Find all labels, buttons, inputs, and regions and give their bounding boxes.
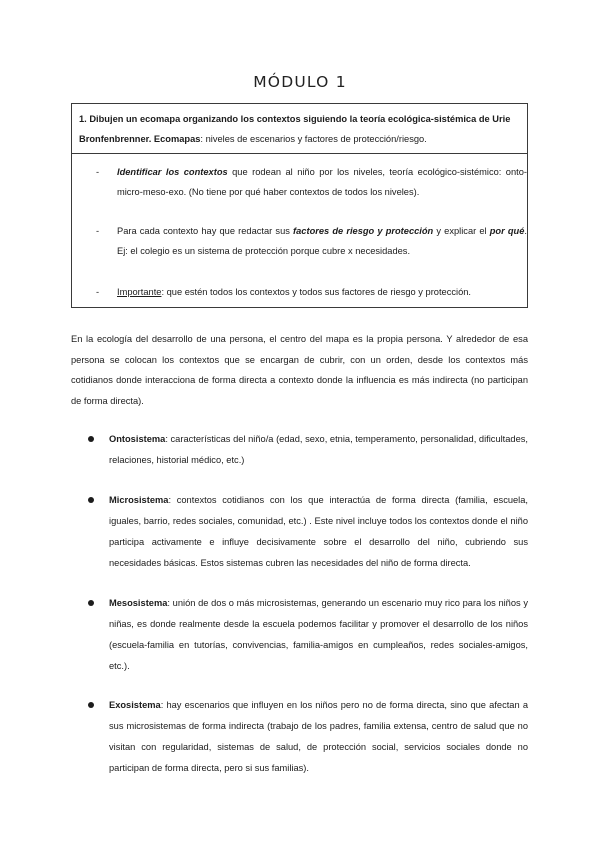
dash-marker: -	[96, 226, 100, 236]
system-item-microsistema	[71, 490, 528, 574]
task-emphasis: por qué	[489, 226, 525, 236]
task-emphasis: factores de riesgo y protección	[293, 226, 434, 236]
page-title: MÓDULO 1	[253, 73, 347, 91]
system-name: Microsistema	[109, 495, 169, 505]
task-item-factors	[79, 221, 527, 261]
task-item-identify	[79, 162, 527, 202]
system-description: : unión de dos o más microsistemas, generando un escenario muy rico para los niños y niñas, es donde realmente desde la escuela podemos facilitar y promover el desarrollo de los niños (escuela-familia en tutorías, convivencias, familia-amigos en cumpleaños, redes sociales-amigos, etc.).	[109, 598, 528, 671]
task-emphasis: Identificar los contextos	[117, 167, 228, 177]
task-underline: Importante	[117, 287, 162, 297]
bullet-dot	[88, 497, 94, 503]
bullet-dot	[88, 702, 94, 708]
task-text: que rodean al niño por los niveles, teoría ecológico-sistémico: onto-micro-meso-exo. (No tiene por qué haber contextos de todos los niveles).	[117, 167, 527, 197]
system-item-ontosistema	[71, 429, 528, 471]
task-text: . Ej: el colegio es un sistema de protección porque cubre x necesidades.	[117, 226, 527, 256]
system-item-exosistema	[71, 695, 528, 779]
system-item-mesosistema	[71, 593, 528, 677]
system-name: Ontosistema	[109, 434, 166, 444]
system-name: Mesosistema	[109, 598, 168, 608]
task-header-rest: : niveles de escenarios y factores de protección/riesgo.	[200, 134, 427, 144]
bullet-dot	[88, 600, 94, 606]
task-text: Para cada contexto hay que redactar sus	[117, 226, 294, 236]
task-header	[72, 104, 527, 154]
task-box	[71, 103, 528, 308]
system-description: : características del niño/a (edad, sexo, etnia, temperamento, personalidad, dificultades, relaciones, historial médico, etc.)	[109, 434, 528, 465]
dash-marker: -	[96, 167, 100, 177]
task-text: : que estén todos los contextos y todos sus factores de riesgo y protección.	[161, 287, 472, 297]
task-text: y explicar el	[433, 226, 490, 236]
intro-paragraph: En la ecología del desarrollo de una persona, el centro del mapa es la propia persona. Y alrededor de esa persona se colocan los contextos que se encargan de cubrir, con un orden, desde los contextos más cotidianos donde interacciona de forma directa a contexto donde la influencia es más indirecta (no participan de forma directa).	[71, 334, 528, 406]
system-description: : hay escenarios que influyen en los niños pero no de forma directa, sino que afectan a sus microsistemas de forma indirecta (trabajo de los padres, familia extensa, centro de salud que no visitan con regularidad, sistemas de salud, de protección social, servicios sociales donde no participan de forma directa, pero si sus familias).	[109, 700, 528, 773]
system-description: : contextos cotidianos con los que interactúa de forma directa (familia, escuela, iguales, barrio, redes sociales, comunidad, etc.) . Este nivel incluye todos los contextos donde el niño participa activamente e influye decisivamente sobre el desarrollo del niño, cubriendo sus necesidades básicas. Estos sistemas cubren las necesidades del niño de forma directa.	[109, 495, 528, 568]
dash-marker: -	[96, 287, 100, 297]
system-name: Exosistema	[109, 700, 161, 710]
task-header-bold: 1. Dibujen un ecomapa organizando los contextos siguiendo la teoría ecológica-sistémica de Urie Bronfenbrenner. Ecomapas	[79, 114, 511, 144]
bullet-dot	[88, 436, 94, 442]
task-item-important	[79, 282, 527, 302]
